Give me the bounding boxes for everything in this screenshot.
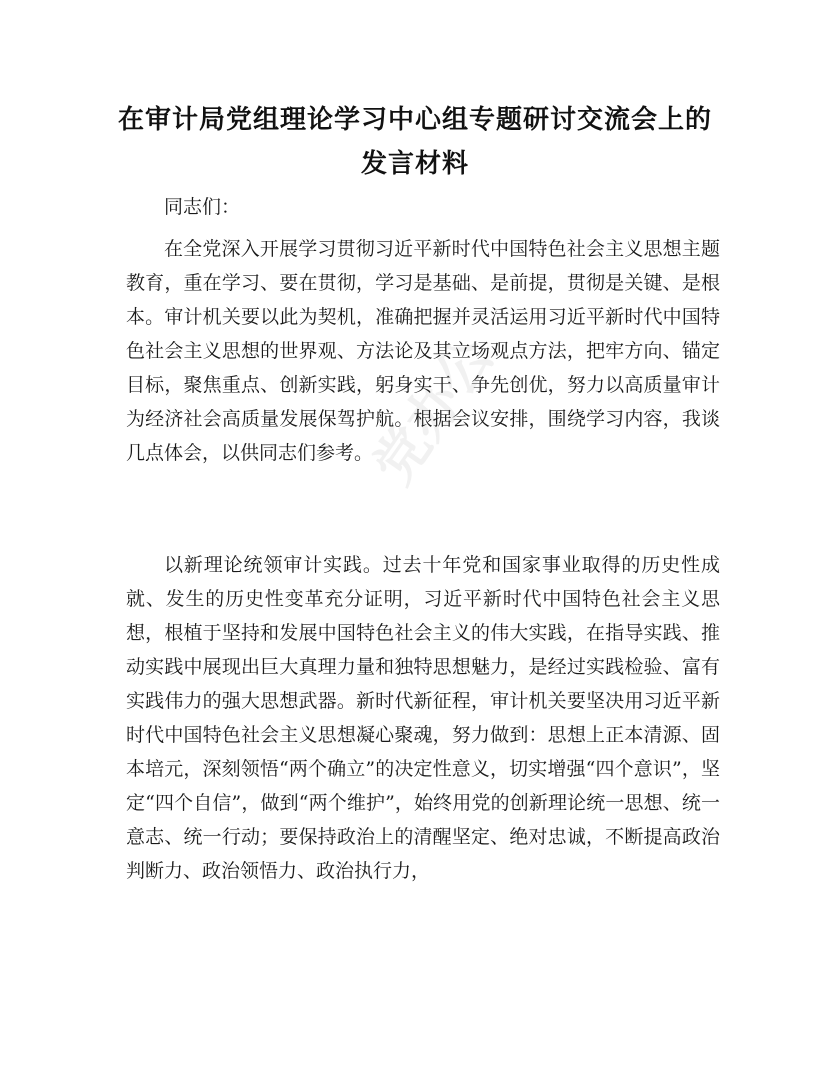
paragraph-theory: 以新理论统领审计实践。过去十年党和国家事业取得的历史性成就、发生的历史性变革充分证明，习近平新时代中国特色社会主义思想，根植于坚持和发展中国特色社会主义的伟大实践，在指导实践、推动实践中展现出巨大真理力量和独特思想魅力，是经过实践检验、富有实践伟力的强大思想武器。新时代新征程，审计机关要坚决用习近平新时代中国特色社会主义思想凝心聚魂，努力做到：思想上正本清源、固本培元，深刻领悟“两个确立”的决定性意义，切实增强“四个意识”，坚定“四个自信”，做到“两个维护”，始终用党的创新理论统一思想、统一意志、统一行动；要保持政治上的清醒坚定、绝对忠诚，不断提高政治判断力、政治领悟力、政治执行力， <box>126 554 720 882</box>
greeting: 同志们： <box>164 196 241 218</box>
document-title: 在审计局党组理论学习中心组专题研讨交流会上的发言材料 <box>117 105 712 179</box>
watermark: 党办公 <box>361 326 506 496</box>
paragraph-intro: 在全党深入开展学习贯彻习近平新时代中国特色社会主义思想主题教育，重在学习、要在贯彻，学习是基础、是前提，贯彻是关键、是根本。审计机关要以此为契机，准确把握并灵活运用习近平新时代中国特色社会主义思想的世界观、方法论及其立场观点方法，把牢方向、锚定目标，聚焦重点、创新实践，躬身实干、争先创优，努力以高质量审计为经济社会高质量发展保驾护航。根据会议安排，围绕学习内容，我谈几点体会，以供同志们参考。 <box>126 238 720 464</box>
